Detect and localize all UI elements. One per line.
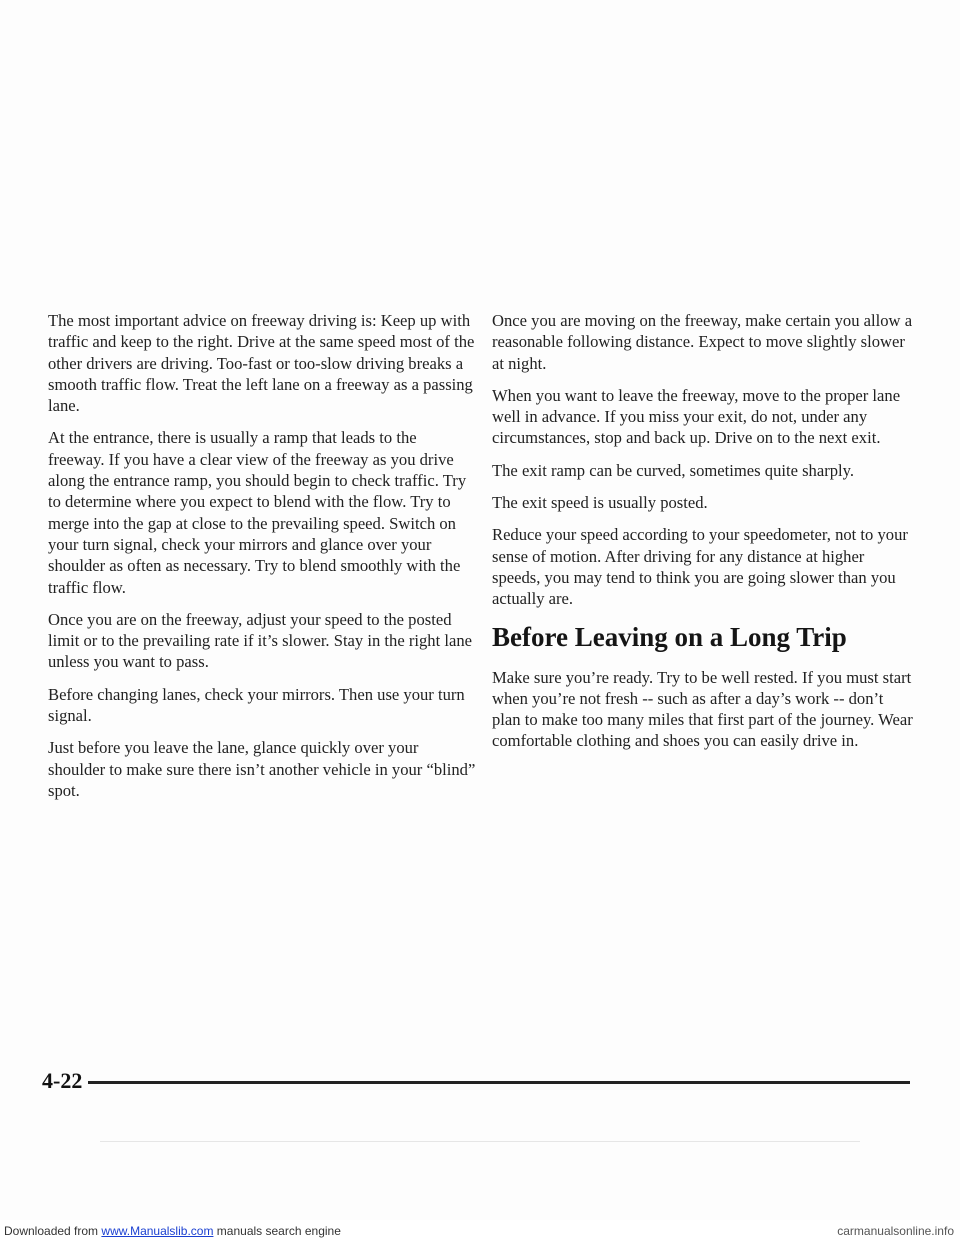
paragraph-exit-speed: The exit speed is usually posted.: [492, 493, 708, 513]
download-footer: [0, 1220, 960, 1242]
paragraph-freeway-advice: The most important advice on freeway driving is: Keep up with traffic and keep to the right. Drive at the same speed most of the other drivers are driving. Too-fast or too-slow driving breaks a smooth traffic flow. Treat the left lane on a freeway as a passing lane.: [48, 311, 475, 416]
footer-watermark: carmanualsonline.info: [837, 1224, 954, 1238]
scan-artifact-line: [100, 1141, 860, 1142]
left-column: [48, 310, 476, 812]
paragraph-long-trip: Make sure you’re ready. Try to be well rested. If you must start when you’re not fresh -- such as after a day’s work -- don’t plan to make too many miles that first part of the journey. Wear comfortable clothing and shoes you can easily drive in.: [492, 667, 913, 751]
footer-prefix: Downloaded from: [4, 1224, 99, 1238]
right-column: [492, 310, 916, 763]
page-number: 4-22: [42, 1068, 83, 1093]
paragraph-entrance-ramp: At the entrance, there is usually a ramp that leads to the freeway. If you have a clear view of the freeway as you drive along the entrance ramp, you should begin to check traffic. Try to determine where you expect to blend with the flow. Try to merge into the gap at close to the prevailing speed. Switch on your turn signal, check your mirrors and glance over your shoulder as often as necessary. Try to blend smoothly with the traffic flow.: [48, 428, 467, 597]
paragraph-following-distance: Once you are moving on the freeway, make certain you allow a reasonable following distance. Expect to move slightly slower at night.: [492, 311, 913, 373]
paragraph-changing-lanes: Before changing lanes, check your mirrors. Then use your turn signal.: [48, 684, 465, 726]
paragraph-exit-ramp: The exit ramp can be curved, sometimes quite sharply.: [492, 460, 855, 480]
paragraph-reduce-speed: Reduce your speed according to your speedometer, not to your sense of motion. After driving for any distance at higher speeds, you may tend to think you are going slower than you actually are.: [492, 525, 908, 609]
manualslib-link[interactable]: www.Manualslib.com: [101, 1224, 214, 1238]
paragraph-adjust-speed: Once you are on the freeway, adjust your speed to the posted limit or to the prevailing rate if it’s slower. Stay in the right lane unless you want to pass.: [48, 609, 472, 672]
footer-attribution: [4, 1220, 341, 1242]
footer-suffix: manuals search engine: [216, 1224, 341, 1238]
paragraph-leaving-freeway: When you want to leave the freeway, move to the proper lane well in advance. If you miss your exit, do not, under any circumstances, stop and back up. Drive on to the next exit.: [492, 385, 901, 448]
paragraph-blind-spot: Just before you leave the lane, glance quickly over your shoulder to make sure there isn’t another vehicle in your “blind” spot.: [48, 738, 476, 800]
section-heading: Before Leaving on a Long Trip: [492, 621, 847, 652]
footer-rule: [88, 1081, 910, 1084]
